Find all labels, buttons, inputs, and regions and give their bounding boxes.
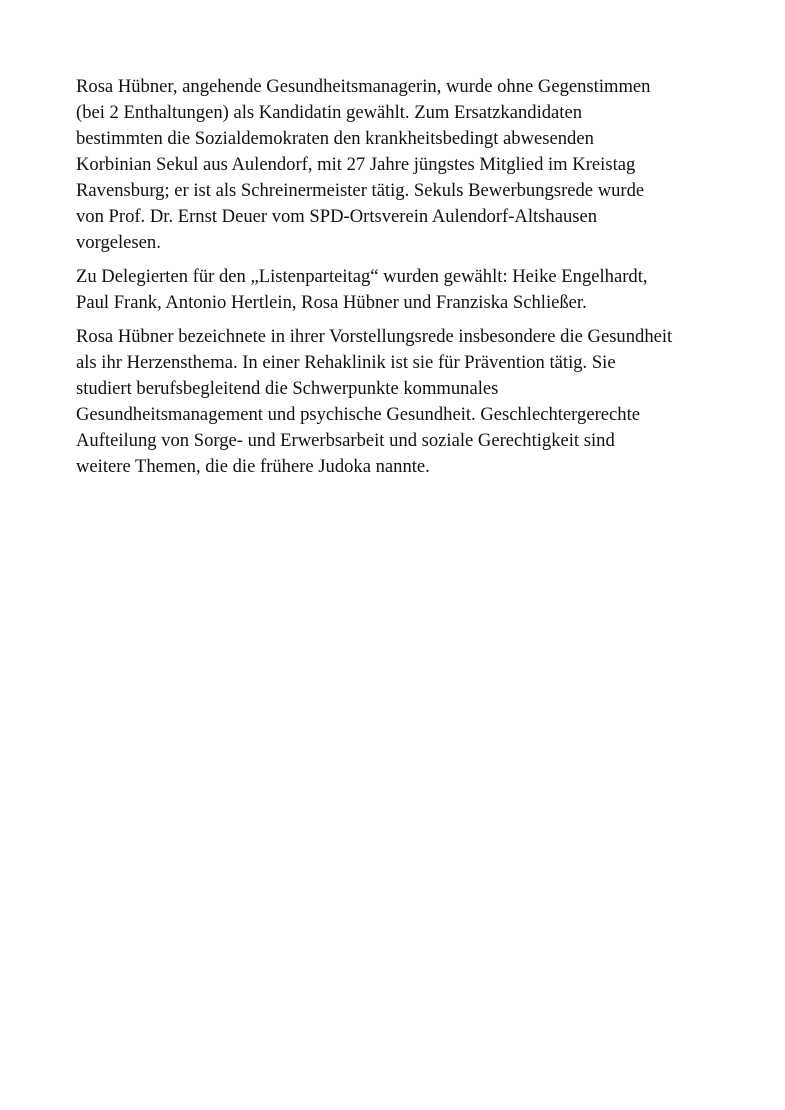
paragraph-candidate-election bbox=[76, 74, 721, 256]
text-line: studiert berufsbegleitend die Schwerpunkte kommunales bbox=[76, 378, 499, 399]
text-line: von Prof. Dr. Ernst Deuer vom SPD-Ortsverein Aulendorf-Altshausen bbox=[76, 206, 598, 227]
text-line: Gesundheitsmanagement und psychische Gesundheit. Geschlechtergerechte bbox=[76, 404, 640, 425]
text-line: (bei 2 Enthaltungen) als Kandidatin gewählt. Zum Ersatzkandidaten bbox=[76, 102, 583, 123]
text-line: weitere Themen, die die frühere Judoka nannte. bbox=[76, 456, 430, 477]
text-line: Rosa Hübner bezeichnete in ihrer Vorstellungsrede insbesondere die Gesundheit bbox=[76, 326, 673, 347]
text-line: Aufteilung von Sorge- und Erwerbsarbeit und soziale Gerechtigkeit sind bbox=[76, 430, 615, 451]
text-line: als ihr Herzensthema. In einer Rehaklinik ist sie für Prävention tätig. Sie bbox=[76, 352, 616, 373]
text-line: Rosa Hübner, angehende Gesundheitsmanagerin, wurde ohne Gegenstimmen bbox=[76, 76, 651, 97]
text-line: Paul Frank, Antonio Hertlein, Rosa Hübner und Franziska Schließer. bbox=[76, 292, 587, 313]
article-body bbox=[76, 74, 721, 488]
text-line: Korbinian Sekul aus Aulendorf, mit 27 Jahre jüngstes Mitglied im Kreistag bbox=[76, 154, 636, 175]
text-line: bestimmten die Sozialdemokraten den krankheitsbedingt abwesenden bbox=[76, 128, 594, 149]
text-line: vorgelesen. bbox=[76, 232, 161, 253]
text-line: Ravensburg; er ist als Schreinermeister tätig. Sekuls Bewerbungsrede wurde bbox=[76, 180, 645, 201]
text-line: Zu Delegierten für den „Listenparteitag“ wurden gewählt: Heike Engelhardt, bbox=[76, 266, 648, 287]
paragraph-delegates bbox=[76, 264, 721, 316]
paragraph-introduction-speech bbox=[76, 324, 721, 480]
